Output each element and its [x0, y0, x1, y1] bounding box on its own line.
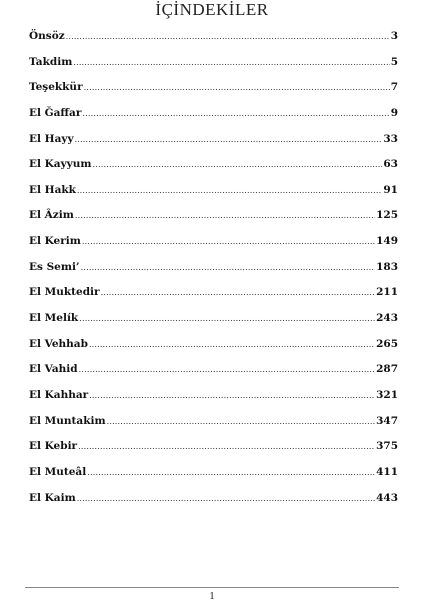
toc-entry	[29, 235, 398, 261]
toc-entry-label: Es Semi’	[29, 260, 80, 273]
toc-entry-page: 63	[383, 158, 398, 171]
toc-entry-label: El Kahhar	[29, 388, 89, 401]
toc-entry-page: 375	[376, 440, 398, 453]
toc-entry-page: 9	[390, 106, 398, 119]
toc-entry	[29, 56, 398, 82]
toc-entry-label: El Kayyum	[29, 158, 92, 171]
dot-leader	[87, 468, 375, 477]
dot-leader	[82, 109, 389, 118]
toc-entry-page: 183	[376, 260, 398, 273]
toc-entry	[29, 209, 398, 235]
toc-entry-page: 211	[376, 286, 398, 299]
page-title: İÇİNDEKİLER	[155, 0, 269, 19]
toc-entry	[29, 184, 398, 210]
toc-entry-page: 33	[383, 132, 398, 145]
toc-entry	[29, 466, 398, 492]
toc-entry-label: Teşekkür	[29, 81, 83, 94]
dot-leader	[107, 417, 376, 426]
toc-entry-page: 91	[383, 183, 398, 196]
toc-entry-label: El Muteâl	[29, 465, 87, 478]
dot-leader	[79, 314, 375, 323]
toc-entry-page: 243	[376, 312, 398, 325]
toc-entry-page: 149	[376, 235, 398, 248]
toc-entry	[29, 261, 398, 287]
toc-entry-label: El Kaim	[29, 491, 76, 504]
toc-entry-label: El Hayy	[29, 132, 74, 145]
dot-leader	[66, 32, 390, 41]
toc-entry-page: 7	[390, 81, 398, 94]
dot-leader	[82, 237, 375, 246]
toc-entry	[29, 30, 398, 56]
toc-entry	[29, 389, 398, 415]
toc-entry	[29, 440, 398, 466]
dot-leader	[77, 494, 375, 503]
toc-entry	[29, 133, 398, 159]
toc-entry-label: Takdim	[29, 55, 73, 68]
toc-entry-label: Önsöz	[29, 30, 65, 42]
toc-entry	[29, 107, 398, 133]
toc-entry-label: El Vehhab	[29, 337, 88, 350]
toc-entry-page: 125	[376, 209, 398, 222]
toc-entry	[29, 312, 398, 338]
toc-entry-page: 265	[376, 337, 398, 350]
toc-entry-label: El Kerim	[29, 235, 81, 248]
dot-leader	[89, 340, 375, 349]
toc-entry-label: El Âzim	[29, 209, 74, 222]
toc-entry	[29, 286, 398, 312]
toc-entry-label: El Kebir	[29, 440, 78, 453]
dot-leader	[79, 365, 375, 374]
toc-entry-page: 347	[376, 414, 398, 427]
page-number: 1	[209, 590, 215, 602]
toc-entry-label: El Vahid	[29, 363, 78, 376]
toc-entry-page: 5	[390, 55, 398, 68]
toc-entry-label: El Hakk	[29, 183, 76, 196]
dot-leader	[89, 391, 375, 400]
toc-entry	[29, 158, 398, 184]
toc-entry	[29, 363, 398, 389]
dot-leader	[101, 288, 376, 297]
dot-leader	[81, 263, 375, 272]
dot-leader	[73, 58, 389, 67]
dot-leader	[84, 83, 390, 92]
toc-entry	[29, 81, 398, 107]
toc-entry-label: El Melík	[29, 312, 79, 325]
toc-entry	[29, 415, 398, 441]
toc-entry-page: 321	[376, 388, 398, 401]
toc-entry-page: 287	[376, 363, 398, 376]
footer-divider	[25, 587, 399, 588]
toc-entry	[29, 338, 398, 364]
dot-leader	[78, 442, 375, 451]
table-of-contents	[29, 30, 398, 517]
toc-entry-page: 411	[376, 465, 398, 478]
dot-leader	[77, 186, 382, 195]
toc-entry-label: El Muntakim	[29, 414, 106, 427]
dot-leader	[75, 135, 383, 144]
toc-entry-page: 3	[390, 30, 398, 42]
toc-entry-page: 443	[376, 491, 398, 504]
dot-leader	[75, 211, 375, 220]
toc-entry-label: El Muktedir	[29, 286, 100, 299]
toc-entry	[29, 492, 398, 518]
dot-leader	[93, 160, 383, 169]
toc-entry-label: El Ğaffar	[29, 106, 82, 119]
